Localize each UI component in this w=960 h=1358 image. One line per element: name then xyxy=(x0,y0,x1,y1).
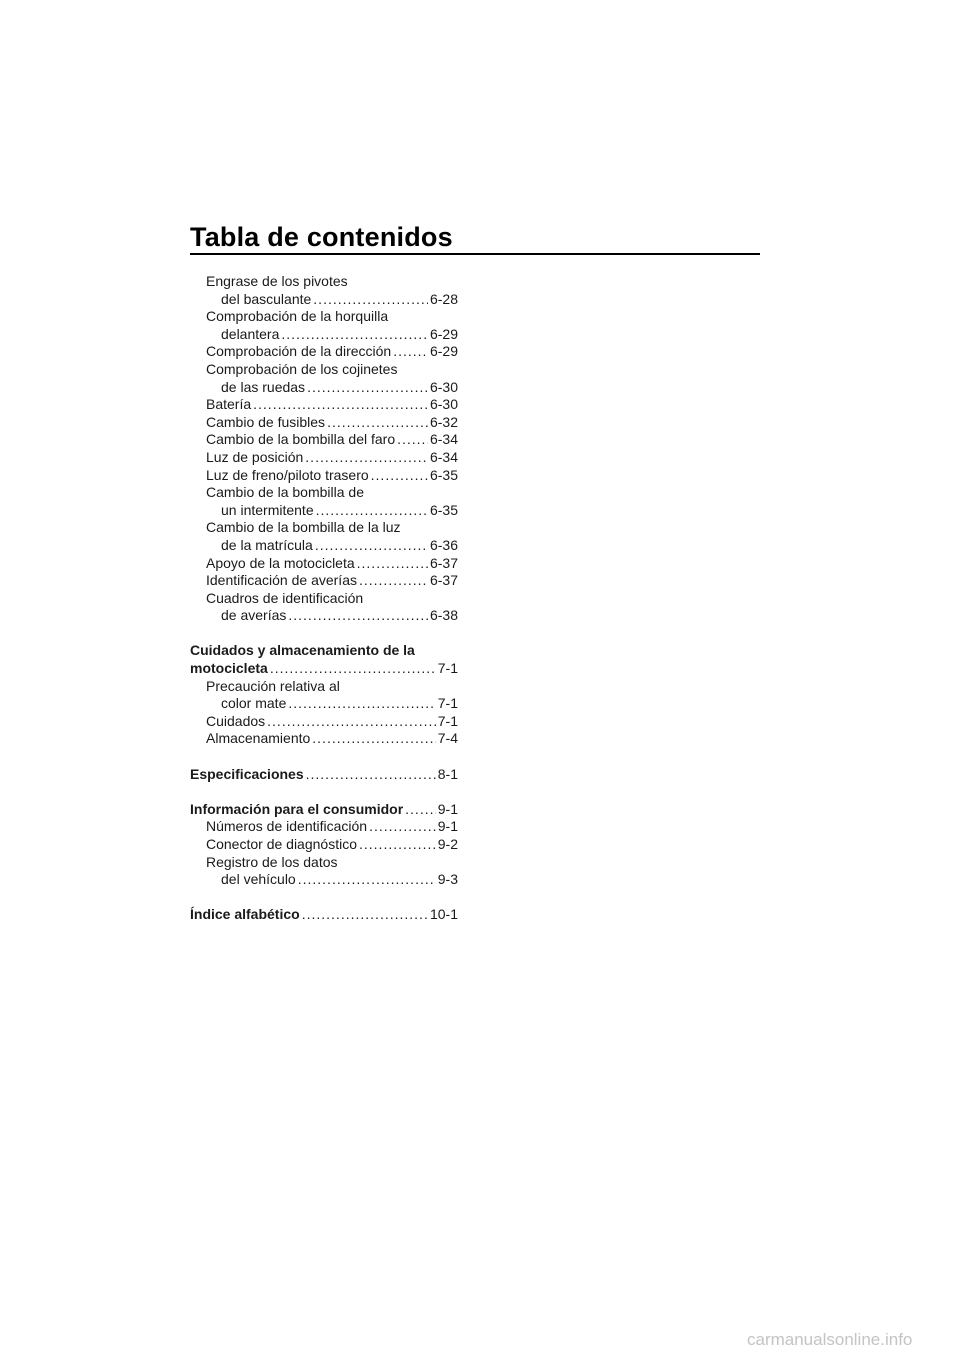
toc-entry[interactable] xyxy=(190,871,458,889)
toc-entry[interactable] xyxy=(190,590,458,608)
toc-entry[interactable] xyxy=(190,537,458,555)
toc-entry[interactable] xyxy=(190,308,458,326)
toc-entry[interactable] xyxy=(190,414,458,432)
toc-leader-dots xyxy=(327,414,428,432)
toc-entry-page: 7-1 xyxy=(437,712,458,729)
toc-entry[interactable] xyxy=(190,818,458,836)
toc-entry[interactable] xyxy=(190,836,458,854)
toc-leader-dots xyxy=(267,713,436,731)
toc-leader-dots xyxy=(298,871,436,889)
toc-entry-page: 6-30 xyxy=(429,396,458,413)
title-rule xyxy=(190,253,760,255)
toc-entry[interactable] xyxy=(190,431,458,449)
toc-leader-dots xyxy=(316,502,428,520)
toc-entry[interactable] xyxy=(190,801,458,819)
toc-leader-dots xyxy=(281,326,428,344)
toc-entry-label: Cambio de la bombilla de la luz xyxy=(206,519,401,536)
toc-entry[interactable] xyxy=(190,695,458,713)
toc-entry[interactable] xyxy=(190,572,458,590)
toc-entry-label: Comprobación de los cojinetes xyxy=(206,360,398,377)
table-of-contents xyxy=(190,273,458,924)
toc-entry[interactable] xyxy=(190,273,458,291)
toc-entry-page: 9-2 xyxy=(437,836,458,852)
toc-entry[interactable] xyxy=(190,467,458,485)
toc-entry-label: motocicleta xyxy=(190,660,268,677)
toc-entry-label: Cambio de la bombilla del faro xyxy=(206,431,396,448)
toc-entry-label: de las ruedas xyxy=(221,378,306,395)
toc-leader-dots xyxy=(307,379,428,397)
toc-entry-label: Cuadros de identificación xyxy=(206,589,364,606)
toc-leader-dots xyxy=(359,836,436,854)
toc-entry[interactable] xyxy=(190,766,458,784)
toc-entry[interactable] xyxy=(190,519,458,537)
toc-entry[interactable] xyxy=(190,484,458,502)
toc-entry-label: de la matrícula xyxy=(221,536,313,553)
toc-entry[interactable] xyxy=(190,343,458,361)
toc-entry-label: color mate xyxy=(221,695,287,712)
toc-entry[interactable] xyxy=(190,396,458,414)
toc-entry-label: Especificaciones xyxy=(190,765,304,782)
toc-leader-dots xyxy=(312,730,435,748)
toc-entry-page: 6-34 xyxy=(429,448,458,465)
toc-leader-dots xyxy=(393,343,428,361)
toc-leader-dots xyxy=(288,695,435,713)
toc-entry[interactable] xyxy=(190,906,458,924)
toc-entry-label: del basculante xyxy=(221,290,312,307)
toc-entry-page: 6-35 xyxy=(429,466,458,483)
toc-entry[interactable] xyxy=(190,502,458,520)
toc-entry[interactable] xyxy=(190,713,458,731)
toc-entry-label: Conector de diagnóstico xyxy=(206,836,357,852)
toc-entry-label: Precaución relativa al xyxy=(206,677,340,694)
toc-leader-dots xyxy=(313,291,428,309)
toc-entry-page: 9-1 xyxy=(437,818,458,835)
toc-entry-label: del vehículo xyxy=(221,871,296,888)
toc-entry-page: 6-28 xyxy=(429,290,458,307)
toc-leader-dots xyxy=(371,467,428,485)
toc-entry-label: de averías xyxy=(221,607,287,624)
toc-entry[interactable] xyxy=(190,854,458,872)
toc-entry[interactable] xyxy=(190,642,458,660)
toc-entry-label: Luz de freno/piloto trasero xyxy=(206,466,369,483)
toc-leader-dots xyxy=(369,818,436,836)
toc-entry-page: 10-1 xyxy=(429,906,458,923)
toc-entry-label: Cuidados xyxy=(206,712,266,729)
toc-entry-label: Números de identificación xyxy=(206,818,368,835)
toc-entry-page: 8-1 xyxy=(437,765,458,782)
toc-entry-page: 6-36 xyxy=(429,536,458,553)
toc-entry-label: Apoyo de la motocicleta xyxy=(206,554,355,571)
toc-entry-label: un intermitente xyxy=(221,501,314,518)
toc-entry-page: 6-38 xyxy=(429,607,458,624)
toc-entry[interactable] xyxy=(190,449,458,467)
toc-entry-page: 7-1 xyxy=(437,660,458,677)
toc-leader-dots xyxy=(288,607,428,625)
toc-leader-dots xyxy=(270,660,436,678)
toc-entry-page: 6-37 xyxy=(429,572,458,589)
toc-entry[interactable] xyxy=(190,326,458,344)
toc-entry-label: Índice alfabético xyxy=(190,906,300,923)
toc-entry-page: 6-29 xyxy=(429,325,458,342)
toc-entry-label: Cambio de fusibles xyxy=(206,413,326,430)
toc-leader-dots xyxy=(315,537,428,555)
toc-entry-page: 7-1 xyxy=(437,695,458,712)
toc-entry-label: Luz de posición xyxy=(206,448,304,465)
toc-entry-label: Almacenamiento xyxy=(206,730,311,747)
toc-entry-page: 6-35 xyxy=(429,501,458,518)
toc-leader-dots xyxy=(397,431,428,449)
toc-leader-dots xyxy=(359,572,428,590)
toc-leader-dots xyxy=(305,449,428,467)
toc-entry-page: 6-30 xyxy=(429,378,458,395)
toc-entry[interactable] xyxy=(190,555,458,573)
toc-entry[interactable] xyxy=(190,291,458,309)
toc-entry[interactable] xyxy=(190,361,458,379)
toc-entry-label: Comprobación de la dirección xyxy=(206,343,392,360)
toc-entry-page: 6-34 xyxy=(429,431,458,448)
toc-entry[interactable] xyxy=(190,678,458,696)
toc-entry-page: 9-3 xyxy=(437,871,458,888)
toc-entry-label: Información para el consumidor xyxy=(190,800,404,817)
toc-leader-dots xyxy=(306,766,436,784)
page-title: Tabla de contenidos xyxy=(190,222,453,252)
toc-entry-page: 6-29 xyxy=(429,343,458,360)
toc-entry-page: 7-4 xyxy=(437,730,458,747)
toc-entry[interactable] xyxy=(190,379,458,397)
toc-entry-label: Cuidados y almacenamiento de la xyxy=(190,642,415,659)
toc-entry[interactable] xyxy=(190,607,458,625)
toc-entry-label: delantera xyxy=(221,325,280,342)
toc-leader-dots xyxy=(405,801,436,819)
watermark: carmanualsonline.info xyxy=(747,1330,913,1349)
toc-entry-label: Comprobación de la horquilla xyxy=(206,308,389,325)
toc-leader-dots xyxy=(357,555,428,573)
toc-entry-page: 6-37 xyxy=(429,554,458,571)
toc-entry-page: 6-32 xyxy=(429,413,458,430)
toc-entry-label: Registro de los datos xyxy=(206,853,338,870)
toc-entry[interactable] xyxy=(190,730,458,748)
toc-entry[interactable] xyxy=(190,660,458,678)
toc-entry-label: Identificación de averías xyxy=(206,572,357,589)
toc-leader-dots xyxy=(253,396,428,414)
toc-entry-label: Engrase de los pivotes xyxy=(206,273,348,289)
toc-entry-label: Cambio de la bombilla de xyxy=(206,484,364,501)
toc-leader-dots xyxy=(302,906,428,924)
toc-entry-page: 9-1 xyxy=(437,800,458,817)
toc-entry-label: Batería xyxy=(206,396,252,413)
